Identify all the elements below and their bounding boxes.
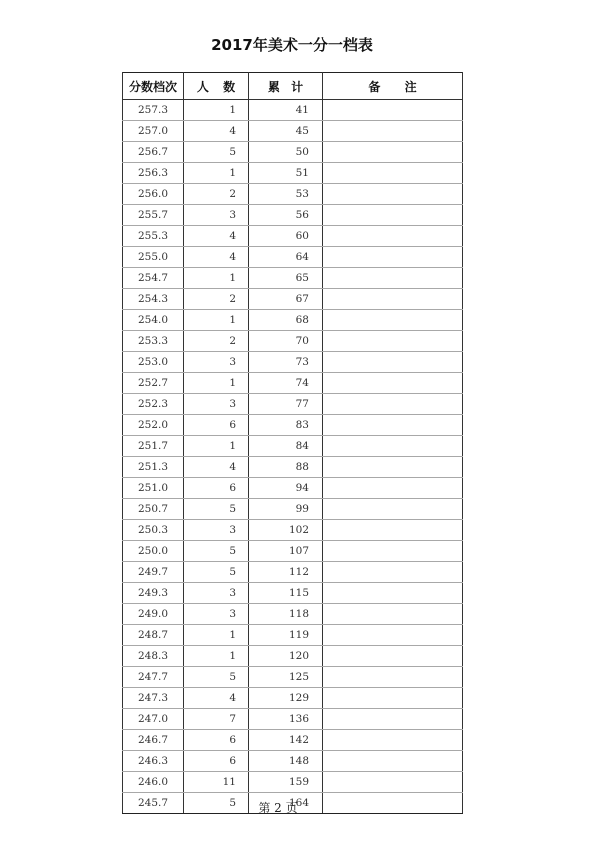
count-cell: 3 <box>184 394 249 415</box>
score-cell: 257.3 <box>123 100 184 121</box>
score-cell: 250.0 <box>123 541 184 562</box>
table-row <box>123 142 463 163</box>
cumulative-cell: 77 <box>249 394 323 415</box>
score-cell: 255.0 <box>123 247 184 268</box>
table-row <box>123 310 463 331</box>
cumulative-cell: 129 <box>249 688 323 709</box>
count-cell: 4 <box>184 247 249 268</box>
remarks-cell <box>323 793 463 814</box>
count-cell: 1 <box>184 646 249 667</box>
score-cell: 252.7 <box>123 373 184 394</box>
score-cell: 254.7 <box>123 268 184 289</box>
count-cell: 2 <box>184 289 249 310</box>
cumulative-cell: 45 <box>249 121 323 142</box>
cumulative-cell: 115 <box>249 583 323 604</box>
table-row <box>123 583 463 604</box>
remarks-cell <box>323 688 463 709</box>
header-count: 人 数 <box>184 73 249 100</box>
remarks-cell <box>323 562 463 583</box>
score-distribution-table <box>122 72 463 814</box>
remarks-cell <box>323 352 463 373</box>
remarks-cell <box>323 121 463 142</box>
score-cell: 256.3 <box>123 163 184 184</box>
table-row <box>123 352 463 373</box>
count-cell: 2 <box>184 331 249 352</box>
table-row <box>123 562 463 583</box>
score-cell: 255.7 <box>123 205 184 226</box>
table-row <box>123 373 463 394</box>
score-cell: 249.0 <box>123 604 184 625</box>
score-cell: 246.7 <box>123 730 184 751</box>
remarks-cell <box>323 667 463 688</box>
count-cell: 5 <box>184 142 249 163</box>
score-cell: 251.0 <box>123 478 184 499</box>
cumulative-cell: 41 <box>249 100 323 121</box>
remarks-cell <box>323 226 463 247</box>
table-row <box>123 772 463 793</box>
remarks-cell <box>323 373 463 394</box>
cumulative-cell: 120 <box>249 646 323 667</box>
remarks-cell <box>323 268 463 289</box>
table-row <box>123 604 463 625</box>
remarks-cell <box>323 772 463 793</box>
remarks-cell <box>323 751 463 772</box>
remarks-cell <box>323 331 463 352</box>
count-cell: 5 <box>184 793 249 814</box>
cumulative-cell: 56 <box>249 205 323 226</box>
table-row <box>123 247 463 268</box>
count-cell: 1 <box>184 163 249 184</box>
remarks-cell <box>323 541 463 562</box>
count-cell: 3 <box>184 583 249 604</box>
count-cell: 5 <box>184 541 249 562</box>
cumulative-cell: 99 <box>249 499 323 520</box>
count-cell: 3 <box>184 520 249 541</box>
cumulative-cell: 112 <box>249 562 323 583</box>
score-cell: 256.0 <box>123 184 184 205</box>
remarks-cell <box>323 415 463 436</box>
header-remarks: 备 注 <box>323 73 463 100</box>
count-cell: 2 <box>184 184 249 205</box>
count-cell: 6 <box>184 415 249 436</box>
count-cell: 1 <box>184 436 249 457</box>
remarks-cell <box>323 646 463 667</box>
remarks-cell <box>323 289 463 310</box>
score-cell: 246.3 <box>123 751 184 772</box>
cumulative-cell: 74 <box>249 373 323 394</box>
remarks-cell <box>323 604 463 625</box>
table-row <box>123 457 463 478</box>
remarks-cell <box>323 184 463 205</box>
score-cell: 252.0 <box>123 415 184 436</box>
cumulative-cell: 136 <box>249 709 323 730</box>
cumulative-cell: 51 <box>249 163 323 184</box>
cumulative-cell: 164 <box>249 793 323 814</box>
table-row <box>123 688 463 709</box>
score-cell: 253.3 <box>123 331 184 352</box>
count-cell: 4 <box>184 121 249 142</box>
score-cell: 251.3 <box>123 457 184 478</box>
header-score-level: 分数档次 <box>123 73 184 100</box>
table-header <box>123 73 463 100</box>
count-cell: 4 <box>184 688 249 709</box>
remarks-cell <box>323 730 463 751</box>
count-cell: 5 <box>184 499 249 520</box>
table-row <box>123 100 463 121</box>
count-cell: 3 <box>184 205 249 226</box>
count-cell: 6 <box>184 751 249 772</box>
remarks-cell <box>323 163 463 184</box>
remarks-cell <box>323 478 463 499</box>
score-cell: 252.3 <box>123 394 184 415</box>
table-row <box>123 163 463 184</box>
cumulative-cell: 159 <box>249 772 323 793</box>
table-row <box>123 184 463 205</box>
remarks-cell <box>323 436 463 457</box>
cumulative-cell: 50 <box>249 142 323 163</box>
score-cell: 247.3 <box>123 688 184 709</box>
document-title: 2017年美术一分一档表 <box>211 36 373 54</box>
remarks-cell <box>323 100 463 121</box>
cumulative-cell: 125 <box>249 667 323 688</box>
table-row <box>123 730 463 751</box>
table-row <box>123 625 463 646</box>
score-cell: 248.3 <box>123 646 184 667</box>
table-row <box>123 499 463 520</box>
cumulative-cell: 94 <box>249 478 323 499</box>
remarks-cell <box>323 709 463 730</box>
cumulative-cell: 65 <box>249 268 323 289</box>
score-cell: 254.3 <box>123 289 184 310</box>
count-cell: 4 <box>184 457 249 478</box>
table-body <box>123 100 463 814</box>
remarks-cell <box>323 394 463 415</box>
count-cell: 5 <box>184 667 249 688</box>
score-cell: 248.7 <box>123 625 184 646</box>
table-row <box>123 478 463 499</box>
cumulative-cell: 107 <box>249 541 323 562</box>
table-header-row <box>123 73 463 100</box>
score-cell: 254.0 <box>123 310 184 331</box>
table-row <box>123 667 463 688</box>
count-cell: 5 <box>184 562 249 583</box>
count-cell: 6 <box>184 478 249 499</box>
remarks-cell <box>323 583 463 604</box>
remarks-cell <box>323 457 463 478</box>
count-cell: 1 <box>184 373 249 394</box>
cumulative-cell: 67 <box>249 289 323 310</box>
cumulative-cell: 118 <box>249 604 323 625</box>
count-cell: 7 <box>184 709 249 730</box>
count-cell: 1 <box>184 268 249 289</box>
score-cell: 247.0 <box>123 709 184 730</box>
cumulative-cell: 64 <box>249 247 323 268</box>
remarks-cell <box>323 142 463 163</box>
remarks-cell <box>323 247 463 268</box>
table-row <box>123 520 463 541</box>
score-cell: 250.7 <box>123 499 184 520</box>
score-cell: 249.7 <box>123 562 184 583</box>
cumulative-cell: 83 <box>249 415 323 436</box>
score-cell: 250.3 <box>123 520 184 541</box>
table-row <box>123 751 463 772</box>
cumulative-cell: 119 <box>249 625 323 646</box>
table-row <box>123 289 463 310</box>
table-row <box>123 541 463 562</box>
cumulative-cell: 102 <box>249 520 323 541</box>
table-row <box>123 646 463 667</box>
score-cell: 251.7 <box>123 436 184 457</box>
cumulative-cell: 73 <box>249 352 323 373</box>
remarks-cell <box>323 499 463 520</box>
count-cell: 3 <box>184 604 249 625</box>
cumulative-cell: 70 <box>249 331 323 352</box>
table-row <box>123 226 463 247</box>
score-cell: 246.0 <box>123 772 184 793</box>
count-cell: 1 <box>184 625 249 646</box>
cumulative-cell: 84 <box>249 436 323 457</box>
table-row <box>123 415 463 436</box>
remarks-cell <box>323 310 463 331</box>
remarks-cell <box>323 520 463 541</box>
table-row <box>123 331 463 352</box>
score-cell: 255.3 <box>123 226 184 247</box>
score-cell: 247.7 <box>123 667 184 688</box>
cumulative-cell: 68 <box>249 310 323 331</box>
table-row <box>123 436 463 457</box>
count-cell: 1 <box>184 310 249 331</box>
cumulative-cell: 148 <box>249 751 323 772</box>
page-number: 第 2 页 <box>258 801 298 815</box>
table-row <box>123 394 463 415</box>
cumulative-cell: 60 <box>249 226 323 247</box>
cumulative-cell: 142 <box>249 730 323 751</box>
count-cell: 3 <box>184 352 249 373</box>
score-cell: 253.0 <box>123 352 184 373</box>
score-cell: 245.7 <box>123 793 184 814</box>
header-cumulative: 累 计 <box>249 73 323 100</box>
table-row <box>123 205 463 226</box>
cumulative-cell: 88 <box>249 457 323 478</box>
remarks-cell <box>323 625 463 646</box>
score-cell: 249.3 <box>123 583 184 604</box>
count-cell: 11 <box>184 772 249 793</box>
score-cell: 257.0 <box>123 121 184 142</box>
score-cell: 256.7 <box>123 142 184 163</box>
cumulative-cell: 53 <box>249 184 323 205</box>
table-row <box>123 268 463 289</box>
table-row <box>123 121 463 142</box>
remarks-cell <box>323 205 463 226</box>
count-cell: 4 <box>184 226 249 247</box>
table-row <box>123 709 463 730</box>
count-cell: 6 <box>184 730 249 751</box>
count-cell: 1 <box>184 100 249 121</box>
